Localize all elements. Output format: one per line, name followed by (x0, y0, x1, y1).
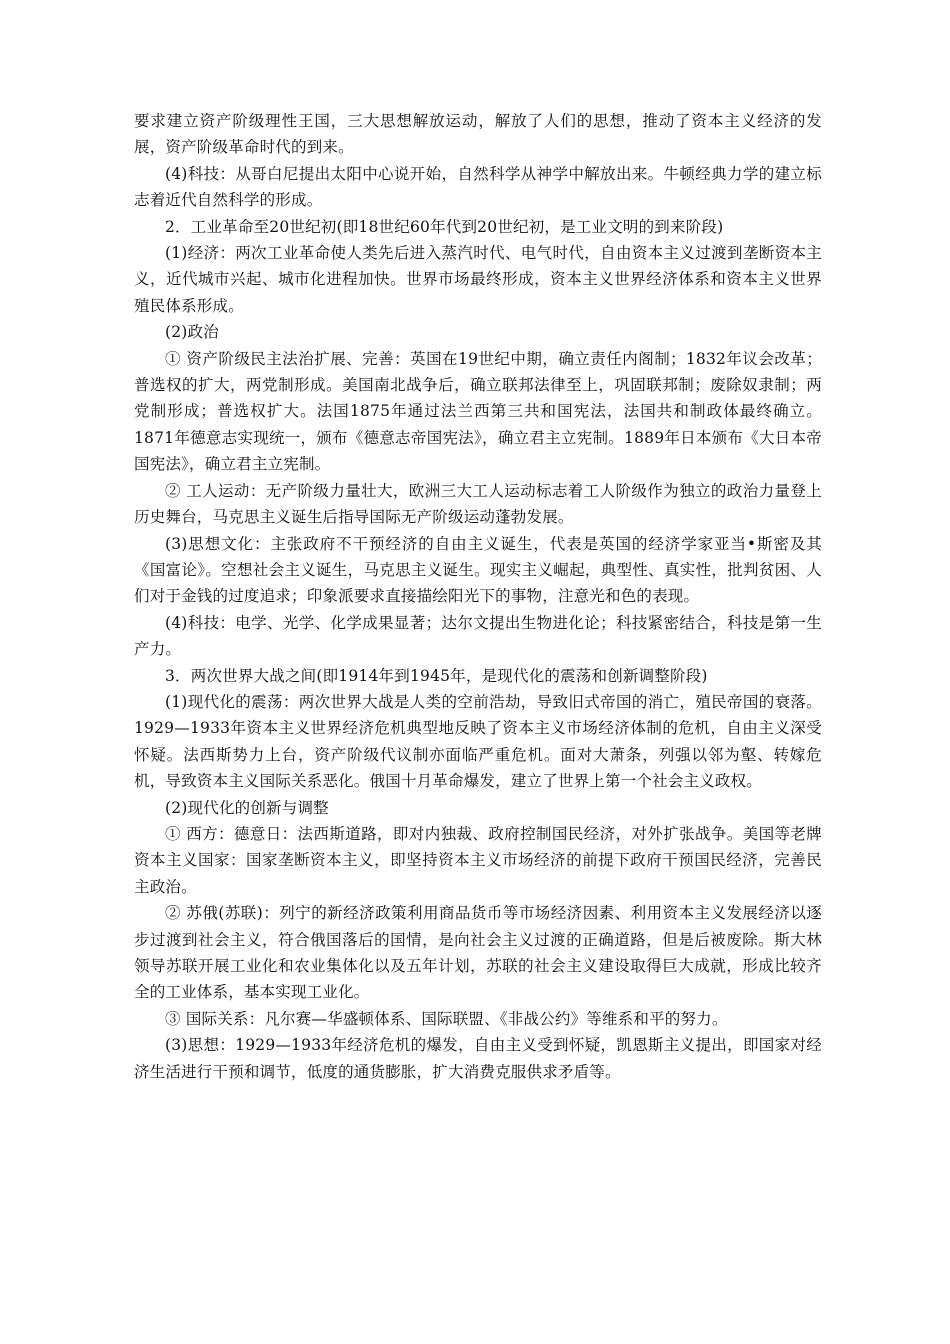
paragraph: ① 资产阶级民主法治扩展、完善：英国在19世纪中期，确立责任内阁制；1832年议会改革；普选权的扩大，两党制形成。美国南北战争后，确立联邦法律至上，巩固联邦制；废除奴隶制；两党制形成；普选权扩大。法国1875年通过法兰西第三共和国宪法，法国共和制政体最终确立。1871年德意志实现统一，颁布《德意志帝国宪法》，确立君主立宪制。1889年日本颁布《大日本帝国宪法》，确立君主立宪制。 (134, 349, 822, 474)
section-heading: 3．两次世界大战之间(即1914年到1945年，是现代化的震荡和创新调整阶段) (165, 666, 708, 685)
subsection-heading: (2)政治 (165, 323, 219, 342)
paragraph: (4)科技：从哥白尼提出太阳中心说开始，自然科学从神学中解放出来。牛顿经典力学的建立标志着近代自然科学的形成。 (134, 164, 822, 210)
paragraph: (3)思想：1929—1933年经济危机的爆发，自由主义受到怀疑，凯恩斯主义提出，即国家对经济生活进行干预和调节，低度的通货膨胀，扩大消费克服供求矛盾等。 (134, 1036, 822, 1081)
paragraph: ① 西方：德意日：法西斯道路，即对内独裁、政府控制国民经济，对外扩张战争。美国等老牌资本主义国家：国家垄断资本主义，即坚持资本主义市场经济的前提下政府干预国民经济，完善民主政治。 (134, 824, 822, 896)
paragraph: ③ 国际关系：凡尔赛—华盛顿体系、国际联盟、《非战公约》等维系和平的努力。 (165, 1009, 728, 1028)
paragraph: 要求建立资产阶级理性王国，三大思想解放运动，解放了人们的思想，推动了资本主义经济的发展，资产阶级革命时代的到来。 (134, 112, 822, 157)
paragraph: (1)现代化的震荡：两次世界大战是人类的空前浩劫，导致旧式帝国的消亡，殖民帝国的衰落。1929—1933年资本主义世界经济危机典型地反映了资本主义市场经济体制的危机，自由主义深受怀疑。法西斯势力上台，资产阶级代议制亦面临严重危机。面对大萧条，列强以邻为壑、转嫁危机，导致资本主义国际关系恶化。俄国十月革命爆发，建立了世界上第一个社会主义政权。 (134, 692, 822, 791)
section-heading: 2．工业革命至20世纪初(即18世纪60年代到20世纪初，是工业文明的到来阶段) (165, 217, 724, 236)
paragraph: ② 苏俄(苏联)：列宁的新经济政策利用商品货币等市场经济因素、利用资本主义发展经济以逐步过渡到社会主义，符合俄国落后的国情，是向社会主义过渡的正确道路，但是后被废除。斯大林领导苏联开展工业化和农业集体化以及五年计划，苏联的社会主义建设取得巨大成就，形成比较齐全的工业体系，基本实现工业化。 (134, 904, 822, 1002)
subsection-heading: (2)现代化的创新与调整 (165, 798, 329, 817)
paragraph: (3)思想文化：主张政府不干预经济的自由主义诞生，代表是英国的经济学家亚当•斯密及其《国富论》。空想社会主义诞生，马克思主义诞生。现实主义崛起，典型性、真实性，批判贫困、人们对于金钱的过度追求；印象派要求直接描绘阳光下的事物，注意光和色的表现。 (134, 534, 822, 606)
paragraph: (4)科技：电学、光学、化学成果显著；达尔文提出生物进化论；科技紧密结合，科技是第一生产力。 (134, 613, 822, 659)
paragraph: ② 工人运动：无产阶级力量壮大，欧洲三大工人运动标志着工人阶级作为独立的政治力量登上历史舞台，马克思主义诞生后指导国际无产阶级运动蓬勃发展。 (134, 481, 822, 527)
paragraph: (1)经济：两次工业革命使人类先后进入蒸汽时代、电气时代，自由资本主义过渡到垄断资本主义，近代城市兴起、城市化进程加快。世界市场最终形成，资本主义世界经济体系和资本主义世界殖民体系形成。 (134, 244, 822, 315)
document-body (134, 108, 822, 1085)
